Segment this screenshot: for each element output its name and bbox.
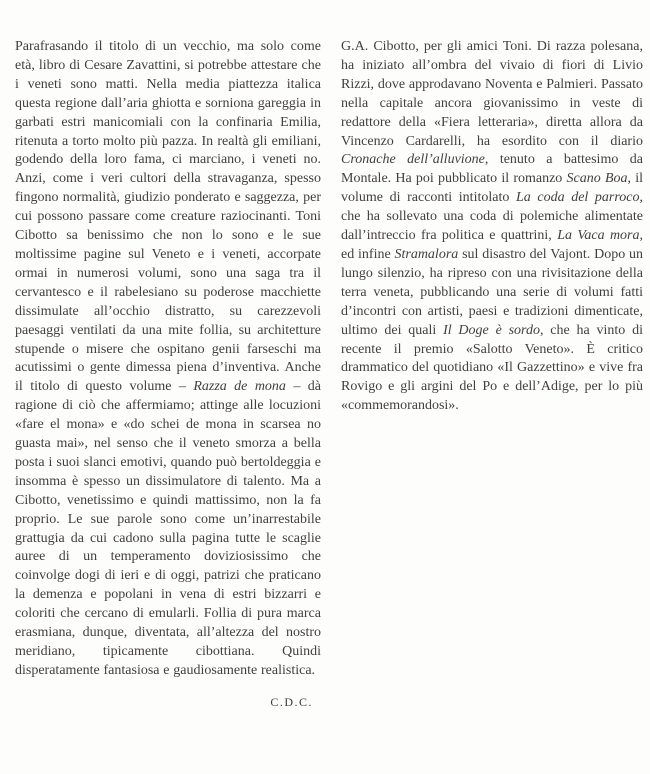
italic-text-run: La coda del parroco: [515, 190, 640, 206]
two-column-layout: [15, 38, 647, 710]
text-run: , il volume di racconti intitolato: [341, 171, 647, 206]
text-run: , che ha vinto di recente il premio «Salotto Veneto». È critico drammatico del quotidiano «Il Gazzettino» e vive fra Rovigo e gli argini del Po e dell’Adige, per lo più «commemorandosi».: [341, 322, 647, 414]
italic-text-run: La Vaca mora: [557, 228, 640, 244]
left-column: [15, 38, 325, 710]
right-column: [341, 38, 647, 710]
text-run: G.A. Cibotto, per gli amici Toni. Di razza polesana, ha iniziato all’ombra del vivaio di fiori di Livio Rizzi, dove approdavano Noventa e Palmieri. Passato nella capitale ancora giovanissimo in veste di redattore della «Fiera letteraria», diretta allora da Vincenzo Cardarelli, ha esordito con il diario: [341, 39, 647, 149]
italic-text-run: Cronache dell’alluvione: [341, 152, 485, 168]
text-run: sul disastro del Vajont. Dopo un lungo silenzio, ha ripreso con una rivisitazione della terra veneta, pubblicando una serie di volumi fatti d’incontri con artisti, paesi e tradizioni dimenticate, ultimo dei quali: [341, 246, 647, 338]
author-initials: C.D.C.: [270, 694, 313, 709]
left-column-text: [15, 38, 325, 681]
italic-text-run: Stramalora: [394, 246, 459, 262]
text-run: , ed infine: [341, 228, 647, 262]
text-run: , tenuto a battesimo da Montale. Ha poi pubblicato il romanzo: [341, 152, 647, 187]
italic-text-run: Il Doge è sordo: [443, 322, 540, 338]
italic-text-run: Scano Boa: [566, 171, 628, 187]
text-run: – dà ragione di ciò che affermiamo; attinge alle locuzioni «fare el mona» e «do schei de mona in scarsea no guasta mai», nel senso che il veneto smorza a bella posta i suoi slanci emotivi, quando può bertoldeggia e insomma è spesso un dissimulatore di talento. Ma a Cibotto, venetissimo e quindi mattissimo, non la fa proprio. Le sue parole sono come un’inarrestabile grattugia da cui cadono sulla pagina tutte le scaglie auree di un temperamento doviziosissimo che coinvolge dogi di ieri e di oggi, patrizi che praticano la demenza e popolani in vena di estri bizzarri e coloriti che cercano di emularli. Follia di pura marca erasmiana, dunque, diventata, all’altezza del nostro meridiano, tipicamente cibottiana. Quindi disperatamente fantasiosa e gaudiosamente realistica.: [15, 379, 325, 678]
right-column-text: [341, 38, 647, 416]
italic-text-run: Razza de mona: [193, 379, 286, 395]
text-run: Parafrasando il titolo di un vecchio, ma solo come età, libro di Cesare Zavattini, si potrebbe attestare che i veneti sono matti. Nella media piattezza italica questa regione dall’aria ghiotta e sorniona gareggia in garbati estri manicomiali con la confinaria Emilia, ritenuta a torto molto più pazza. In realtà gli emiliani, godendo della loro fama, ci marciano, i veneti no. Anzi, come i veri cultori della stravaganza, spesso fingono normalità, giudizio ponderato e saggezza, per cui possono passare come creature raziocinanti. Toni Cibotto sa benissimo che non lo sono e le sue moltissime pagine sul Veneto e i veneti, accorpate ormai in numerosi volumi, sono una saga tra il cervantesco e il rabelesiano su poderose macchiette dissimulate all’occhio distratto, su carezzevoli paesaggi ventilati da una mite follia, su architetture stupende o misere che ospitano genii farseschi ma acutissimi o gente dimessa piena d’inventiva. Anche il titolo di questo volume –: [15, 39, 325, 395]
text-run: , che ha sollevato una coda di polemiche alimentate dall’intreccio fra politica e quattrini,: [341, 190, 647, 244]
